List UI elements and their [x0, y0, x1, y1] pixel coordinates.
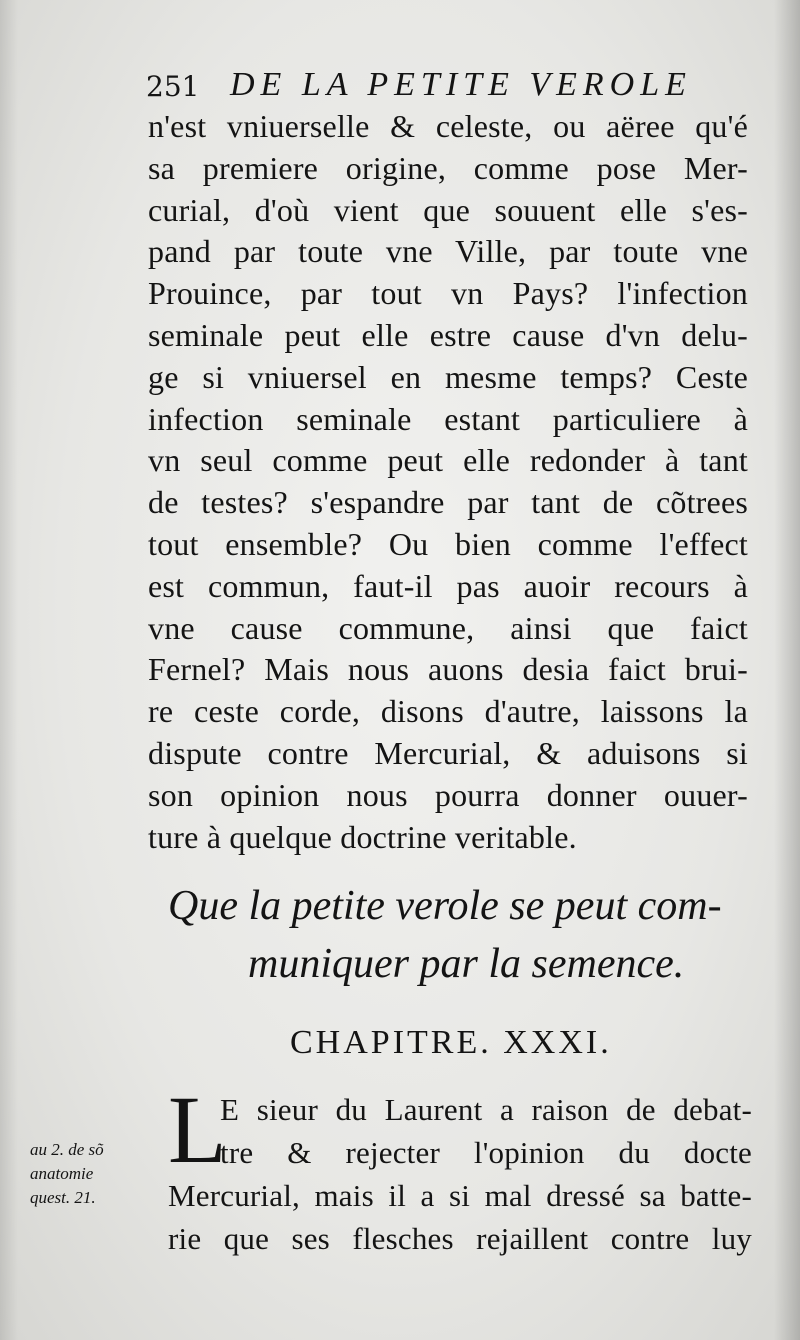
- chapter-line: Mercurial, mais il a si mal dressé sa batte-: [168, 1178, 752, 1213]
- body-line: ture à quelque doctrine veritable.: [148, 818, 577, 855]
- page-number: 251: [146, 70, 200, 103]
- drop-cap: L: [168, 1076, 227, 1183]
- body-line: Prouince, par tout vn Pays? l'infection: [148, 275, 748, 312]
- body-line: vne cause commune, ainsi que faict: [148, 609, 748, 646]
- marginal-note-line: au 2. de sõ: [30, 1140, 104, 1159]
- body-line: dispute contre Mercurial, & aduisons si: [148, 734, 748, 771]
- body-line: infection seminale estant particuliere à: [148, 400, 748, 437]
- body-line: n'est vniuerselle & celeste, ou aëree qu'é: [148, 108, 748, 144]
- chapter-line: rie que ses flesches rejaillent contre luy: [168, 1221, 752, 1256]
- body-line: son opinion nous pourra donner ouuer-: [148, 776, 748, 813]
- chapter-line: tre & rejecter l'opinion du docte: [220, 1135, 752, 1170]
- marginal-note-line: anatomie: [30, 1164, 94, 1183]
- chapter-number: CHAPITRE. XXXI.: [290, 1024, 612, 1061]
- body-line: vn seul comme peut elle redonder à tant: [148, 442, 748, 479]
- body-line: seminale peut elle estre cause d'vn delu-: [148, 316, 748, 353]
- marginal-note: [30, 1138, 160, 1210]
- body-line: pand par toute vne Ville, par toute vne: [148, 233, 748, 270]
- chapter-heading-line-1: Que la petite verole se peut com-: [168, 883, 722, 929]
- page-shadow-left: [0, 0, 18, 1340]
- chapter-heading-line-2: muniquer par la semence.: [248, 941, 685, 987]
- body-line: tout ensemble? Ou bien comme l'effect: [148, 525, 748, 562]
- body-line: de testes? s'espandre par tant de cõtrees: [148, 484, 748, 521]
- running-head: DE LA PETITE VEROLE: [230, 66, 692, 103]
- page-header: [146, 66, 746, 106]
- body-line: sa premiere origine, comme pose Mer-: [148, 149, 748, 186]
- body-line: ge si vniuersel en mesme temps? Ceste: [148, 358, 748, 395]
- marginal-note-line: quest. 21.: [30, 1188, 96, 1207]
- body-line: curial, d'où vient que souuent elle s'es-: [148, 191, 748, 228]
- chapter-line: E sieur du Laurent a raison de debat-: [220, 1092, 752, 1127]
- body-line: Fernel? Mais nous auons desia faict brui-: [148, 651, 748, 688]
- chapter-body: [168, 1076, 752, 1260]
- body-line: est commun, faut-il pas auoir recours à: [148, 567, 748, 604]
- body-text: [148, 106, 748, 858]
- page-shadow-right: [774, 0, 800, 1340]
- body-line: re ceste corde, disons d'autre, laissons la: [148, 693, 748, 730]
